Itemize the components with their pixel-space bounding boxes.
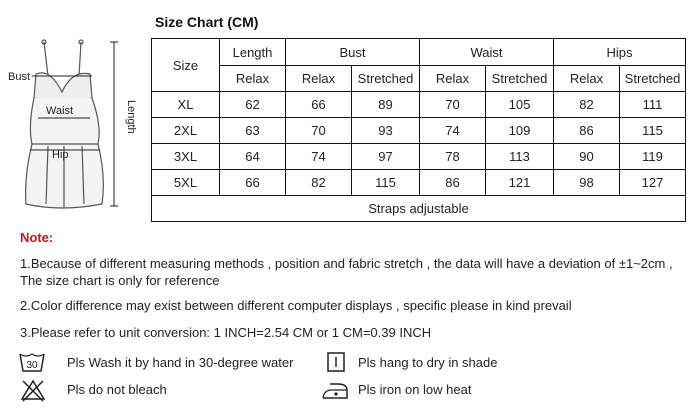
note-title: Note: xyxy=(20,230,54,245)
table-cell: 97 xyxy=(352,144,420,170)
iron-low-heat-icon xyxy=(320,379,350,401)
waist-label: Waist xyxy=(46,105,74,117)
length-header: Length xyxy=(220,39,286,66)
table-cell: 70 xyxy=(286,118,352,144)
do-not-bleach-icon xyxy=(20,378,46,402)
table-cell: 111 xyxy=(620,92,686,118)
waist-header: Waist xyxy=(420,39,554,66)
table-row xyxy=(152,144,686,170)
iron-instruction: Pls iron on low heat xyxy=(358,382,472,397)
chart-title: Size Chart (CM) xyxy=(155,14,259,30)
table-cell: 98 xyxy=(554,170,620,196)
table-cell: 86 xyxy=(420,170,486,196)
table-row xyxy=(152,92,686,118)
subheader-cell: Stretched xyxy=(486,66,554,92)
straps-adjustable-note: Straps adjustable xyxy=(152,196,686,222)
table-cell: 115 xyxy=(620,118,686,144)
table-row xyxy=(152,170,686,196)
table-cell: 127 xyxy=(620,170,686,196)
bust-label: Bust xyxy=(8,71,31,83)
subheader-cell: Relax xyxy=(286,66,352,92)
hips-header: Hips xyxy=(554,39,686,66)
table-cell: 66 xyxy=(286,92,352,118)
bleach-instruction: Pls do not bleach xyxy=(67,382,167,397)
table-cell: 70 xyxy=(420,92,486,118)
subheader-cell: Stretched xyxy=(352,66,420,92)
hang-dry-shade-icon xyxy=(326,351,346,373)
table-cell: 82 xyxy=(554,92,620,118)
table-cell: 90 xyxy=(554,144,620,170)
size-chart-table xyxy=(151,38,686,222)
note-2: 2.Color difference may exist between different computer displays , specific please in kind prevail xyxy=(20,298,572,313)
table-cell: 66 xyxy=(220,170,286,196)
table-cell: 121 xyxy=(486,170,554,196)
table-cell: 74 xyxy=(286,144,352,170)
table-cell: 78 xyxy=(420,144,486,170)
hand-wash-30-icon xyxy=(18,350,46,374)
table-cell: 64 xyxy=(220,144,286,170)
size-cell: XL xyxy=(152,92,220,118)
size-cell: 2XL xyxy=(152,118,220,144)
subheader-cell: Relax xyxy=(554,66,620,92)
wash-instruction: Pls Wash it by hand in 30-degree water xyxy=(67,355,294,370)
table-cell: 105 xyxy=(486,92,554,118)
table-cell: 74 xyxy=(420,118,486,144)
table-cell: 115 xyxy=(352,170,420,196)
table-cell: 109 xyxy=(486,118,554,144)
note-3: 3.Please refer to unit conversion: 1 INCH=2.54 CM or 1 CM=0.39 INCH xyxy=(20,325,432,340)
length-label: Length xyxy=(125,100,137,134)
subheader-cell: Relax xyxy=(220,66,286,92)
table-cell: 82 xyxy=(286,170,352,196)
bust-header: Bust xyxy=(286,39,420,66)
table-cell: 89 xyxy=(352,92,420,118)
table-cell: 62 xyxy=(220,92,286,118)
table-cell: 119 xyxy=(620,144,686,170)
table-cell: 86 xyxy=(554,118,620,144)
size-cell: 5XL xyxy=(152,170,220,196)
table-row xyxy=(152,118,686,144)
subheader-cell: Relax xyxy=(420,66,486,92)
table-cell: 93 xyxy=(352,118,420,144)
table-cell: 63 xyxy=(220,118,286,144)
note-1-continued: The size chart is only for reference xyxy=(20,273,220,288)
table-cell: 113 xyxy=(486,144,554,170)
size-cell: 3XL xyxy=(152,144,220,170)
note-1: 1.Because of different measuring methods , position and fabric stretch , the data will have a deviation of ±1~2cm , xyxy=(20,256,673,271)
wash-temperature: 30 xyxy=(26,360,38,371)
hang-instruction: Pls hang to dry in shade xyxy=(358,355,498,370)
size-header: Size xyxy=(152,39,220,92)
subheader-cell: Stretched xyxy=(620,66,686,92)
garment-diagram xyxy=(6,36,140,216)
hip-label: Hip xyxy=(52,149,69,161)
